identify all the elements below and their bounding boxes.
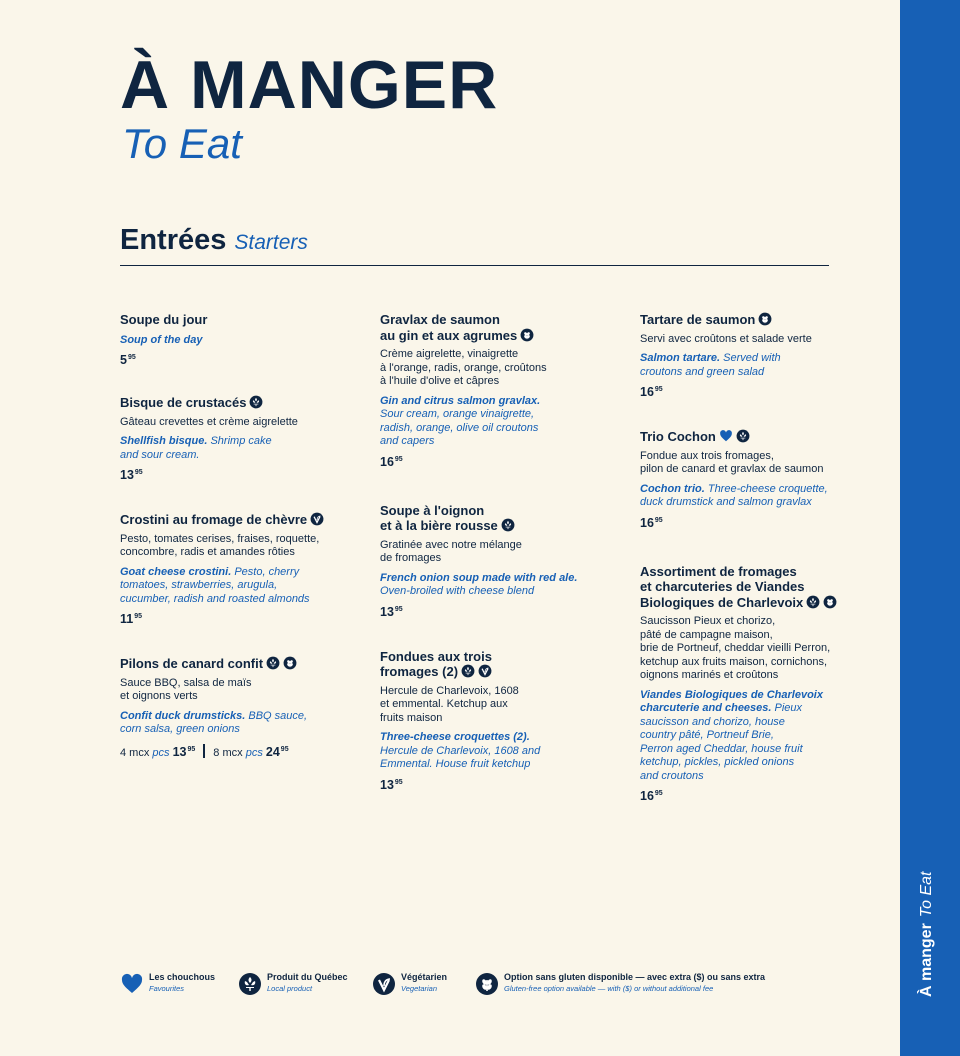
item-description-fr: Fondue aux trois fromages, pilon de canard et gravlax de saumon [640, 449, 824, 475]
vegetarian-icon [372, 972, 396, 996]
item-name: Gravlax de saumon au gin et aux agrumes [380, 312, 620, 343]
item-name: Pilons de canard confit [120, 656, 360, 672]
menu-item [120, 312, 360, 367]
item-price: $16^{95}$ [640, 789, 663, 803]
section-header [120, 224, 829, 266]
item-description-fr: Sauce BBQ, salsa de maïs et oignons verts [120, 676, 252, 702]
legend-item-gluten-free [475, 972, 765, 996]
gluten-free-icon [758, 312, 772, 326]
menu-item [380, 649, 620, 792]
legend-title: Végétarien [401, 972, 448, 982]
item-price: $13^{95}$ [380, 777, 403, 792]
legend-subtitle: Gluten-free option available — with ($) or without additional fee [504, 984, 714, 993]
item-description-en: Shellfish bisque. Shrimp cake and sour cream. [120, 435, 272, 461]
item-name: Soupe du jour [120, 312, 208, 327]
item-description-fr: Gratinée avec notre mélange de fromages [380, 538, 522, 564]
item-description-fr: Pesto, tomates cerises, fraises, roquette, concombre, radis et amandes rôties [120, 532, 320, 558]
menu-item [640, 564, 855, 804]
item-price: $5^{95}$ [120, 353, 136, 367]
section-title-en: Starters [234, 231, 308, 254]
quebec-icon [266, 656, 280, 670]
item-description-en: Three-cheese croquettes (2). Hercule de Charlevoix, 1608 and Emmental. House fruit ketchup [380, 731, 541, 770]
item-description-fr: Servi avec croûtons et salade verte [640, 332, 812, 345]
page-title: À MANGER [120, 47, 499, 123]
legend-item-local [238, 972, 348, 996]
legend-item-vegetarian [372, 972, 447, 996]
item-description-fr: Gâteau crevettes et crème aigrelette [120, 415, 298, 428]
legend-title: Option sans gluten disponible — avec extra ($) ou sans extra [504, 972, 766, 982]
item-price: $13^{95}$ [120, 468, 143, 482]
item-price: $13^{95}$ [380, 604, 403, 619]
item-description-en: Gin and citrus salmon gravlax. Sour cream, orange vinaigrette, radish, orange, olive oil croutons and capers [380, 394, 541, 447]
page-subtitle: To Eat [122, 120, 242, 167]
quebec-icon [249, 395, 263, 409]
item-description-en: Salmon tartare. Served with croutons and green salad [640, 352, 781, 378]
menu-item [640, 429, 855, 530]
item-description-fr: Hercule de Charlevoix, 1608 et emmental. Ketchup aux fruits maison [380, 684, 519, 724]
item-description-en: Goat cheese crostini. Pesto, cherry tomatoes, strawberries, arugula, cucumber, radish and roasted almonds [120, 565, 310, 605]
item-description-fr: Crème aigrelette, vinaigrette à l'orange, radis, orange, croûtons à l'huile d'olive et câpres [380, 348, 547, 387]
item-description-en: Confit duck drumsticks. BBQ sauce, corn salsa, green onions [120, 709, 308, 735]
quebec-icon [461, 664, 475, 678]
item-description-en: Cochon trio. Three-cheese croquette, duck drumstick and salmon gravlax [640, 482, 828, 508]
legend-title: Produit du Québec [267, 972, 348, 982]
legend-subtitle: Favourites [149, 984, 185, 993]
item-price: $16^{95}$ [380, 454, 403, 469]
item-description-en: Viandes Biologiques de Charlevoix charcuterie and cheeses. Pieux saucisson and chorizo, house country pâté, Portneuf Brie, Perron aged Cheddar, house fruit ketchup, pickles, pickled onions and croutons [640, 688, 823, 782]
quebec-icon [736, 429, 750, 443]
gluten-free-icon [520, 328, 534, 342]
menu-item [380, 503, 620, 619]
sidebar-label-fr: À manger [918, 923, 935, 997]
legend-title: Les chouchous [149, 972, 216, 982]
menu-item [120, 656, 360, 759]
sidebar-band [900, 0, 960, 1056]
sidebar-label [912, 847, 942, 997]
item-name: Soupe à l'oignon et à la bière rousse [380, 503, 620, 534]
gluten-free-icon [823, 595, 837, 609]
menu-column-2 [380, 312, 620, 792]
item-price: $11^{95}$ [120, 612, 143, 626]
item-price: $16^{95}$ [640, 385, 663, 399]
menu-item [640, 312, 855, 399]
legend-item-favourites [120, 972, 215, 996]
price-divider [203, 744, 205, 758]
gluten-free-icon [475, 972, 499, 996]
item-name: Bisque de crustacés [120, 395, 360, 411]
quebec-icon [501, 518, 515, 532]
legend-subtitle: Local product [267, 984, 313, 993]
menu-column-3 [640, 312, 855, 803]
item-name: Crostini au fromage de chèvre [120, 512, 360, 528]
quebec-icon [806, 595, 820, 609]
item-name: Trio Cochon [640, 429, 855, 445]
item-price-options: 4 mcx pcs $13^{95}$ 8 mcx pcs $24^{95}$ [120, 744, 289, 759]
menu-item [380, 312, 620, 469]
heart-icon [120, 972, 144, 996]
item-price: $16^{95}$ [640, 515, 663, 530]
gluten-free-icon [283, 656, 297, 670]
vegetarian-icon [310, 512, 324, 526]
section-title-fr: Entrées [120, 224, 227, 256]
icon-legend [0, 972, 900, 1012]
menu-item [120, 395, 360, 482]
item-description-en: Soup of the day [120, 333, 203, 346]
heart-icon [719, 429, 733, 443]
item-name: Assortiment de fromages et charcuteries de Viandes Biologiques de Charlevoix [640, 564, 855, 611]
legend-subtitle: Vegetarian [401, 984, 437, 993]
menu-item [120, 512, 360, 626]
item-description-fr: Saucisson Pieux et chorizo, pâté de campagne maison, brie de Portneuf, cheddar vieilli Perron, ketchup aux fruits maison, cornichons, oignons marinés et croûtons [640, 615, 831, 681]
sidebar-label-en: To Eat [918, 871, 935, 918]
quebec-icon [238, 972, 262, 996]
item-name: Tartare de saumon [640, 312, 855, 328]
item-description-en: French onion soup made with red ale. Oven-broiled with cheese blend [380, 571, 578, 597]
item-name: Fondues aux trois fromages (2) [380, 648, 492, 679]
vegetarian-icon [478, 664, 492, 678]
menu-column-1 [120, 312, 360, 759]
